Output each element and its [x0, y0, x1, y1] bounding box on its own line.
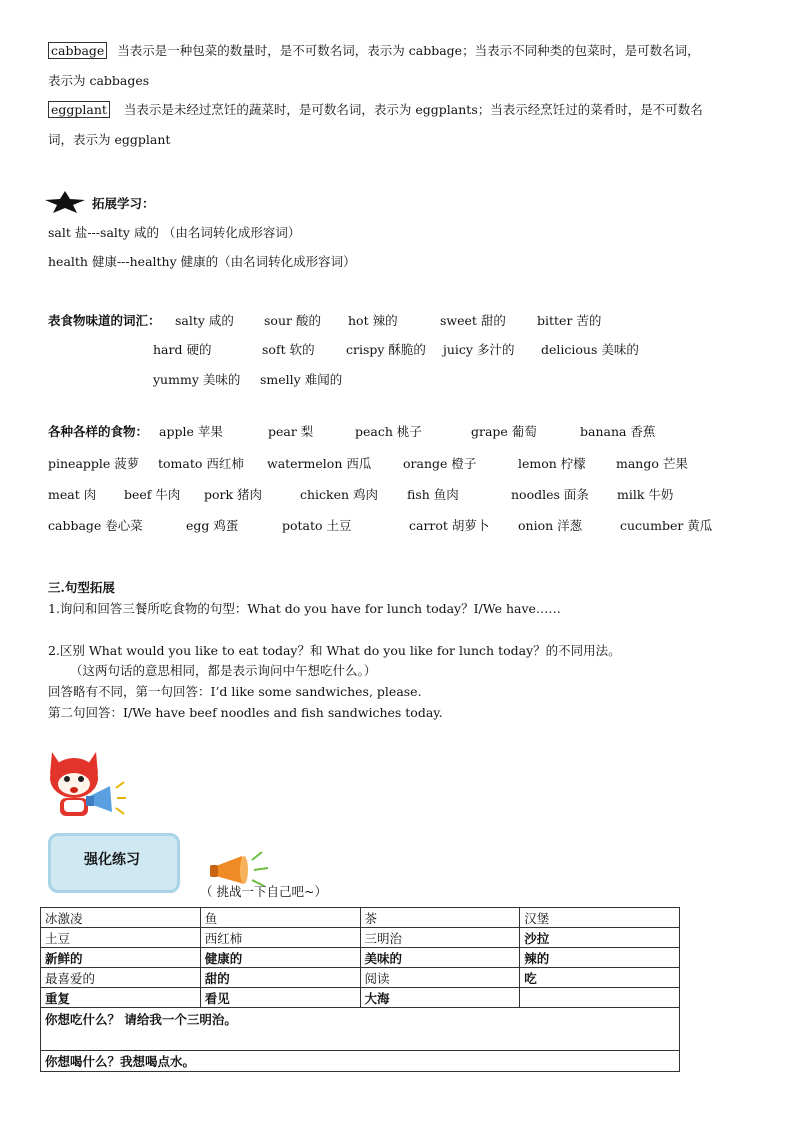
table-cell [520, 988, 680, 1008]
table-cell: 沙拉 [520, 928, 680, 948]
taste-word: salty 咸的 [175, 313, 234, 328]
food-word: tomato 西红柿 [158, 456, 244, 471]
fox-mascot-icon [46, 748, 128, 822]
food-word: orange 橙子 [403, 456, 477, 471]
challenge-text: （ 挑战一下自己吧~） [200, 884, 327, 899]
eggplant-note [48, 100, 703, 118]
taste-word: smelly 难闻的 [260, 372, 343, 387]
taste-word: bitter 苦的 [537, 313, 602, 328]
sentence-cell-1: 你想吃什么？ 请给我一个三明治。 [41, 1008, 680, 1051]
food-word: apple 苹果 [159, 424, 223, 439]
cabbage-note-text: 当表示是一种包菜的数量时，是不可数名词，表示为 cabbage；当表示不同种类的包菜时，是可数名词， [117, 43, 700, 58]
patterns-heading: 三.句型拓展 [48, 580, 115, 595]
food-word: carrot 胡萝卜 [409, 518, 490, 533]
food-word: lemon 柠檬 [518, 456, 586, 471]
table-cell: 鱼 [200, 908, 360, 928]
food-word: cucumber 黄瓜 [620, 518, 713, 533]
table-cell: 大海 [360, 988, 520, 1008]
food-word: pineapple 菠萝 [48, 456, 140, 471]
food-word: peach 桃子 [355, 424, 422, 439]
star-icon [44, 190, 86, 214]
table-row [41, 968, 680, 988]
food-word: banana 香蕉 [580, 424, 656, 439]
food-word: milk 牛奶 [617, 487, 674, 502]
table-cell: 茶 [360, 908, 520, 928]
table-cell: 重复 [41, 988, 201, 1008]
table-cell: 吃 [520, 968, 680, 988]
eggplant-note-text-2: 词，表示为 eggplant [48, 132, 171, 147]
taste-word: sour 酸的 [264, 313, 321, 328]
cabbage-note-text-2: 表示为 cabbages [48, 73, 150, 88]
food-word: mango 芒果 [616, 456, 688, 471]
extension-line-1: salt 盐---salty 咸的 （由名词转化成形容词） [48, 225, 301, 240]
food-word: onion 洋葱 [518, 518, 583, 533]
taste-word: juicy 多汁的 [443, 342, 515, 357]
table-cell: 西红柿 [200, 928, 360, 948]
table-cell: 汉堡 [520, 908, 680, 928]
taste-word: soft 软的 [262, 342, 315, 357]
food-word: pork 猪肉 [204, 487, 263, 502]
table-cell: 冰激凌 [41, 908, 201, 928]
table-cell: 健康的 [200, 948, 360, 968]
table-cell: 看见 [200, 988, 360, 1008]
pattern-line-4: 回答略有不同，第一句回答：I’d like some sandwiches, please. [48, 684, 422, 699]
pattern-line-1: 1.询问和回答三餐所吃食物的句型：What do you have for lunch today？I/We have…… [48, 601, 561, 616]
taste-word: hard 硬的 [153, 342, 212, 357]
pattern-line-2: 2.区别 What would you like to eat today？和 What do you like for lunch today？的不同用法。 [48, 643, 621, 658]
table-cell: 阅读 [360, 968, 520, 988]
taste-word: crispy 酥脆的 [346, 342, 426, 357]
practice-table [40, 907, 680, 1072]
tastes-label: 表食物味道的词汇： [48, 313, 161, 328]
taste-word: delicious 美味的 [541, 342, 639, 357]
taste-word: sweet 甜的 [440, 313, 506, 328]
practice-badge-label: 强化练习 [84, 852, 140, 868]
taste-word: hot 辣的 [348, 313, 398, 328]
pattern-line-3: （这两句话的意思相同，都是表示询问中午想吃什么。） [70, 663, 377, 678]
extension-heading: 拓展学习： [92, 196, 155, 211]
foods-label: 各种各样的食物： [48, 424, 149, 439]
food-word: meat 肉 [48, 487, 97, 502]
food-word: potato 土豆 [282, 518, 352, 533]
table-row [41, 1008, 680, 1051]
food-word: cabbage 卷心菜 [48, 518, 143, 533]
food-word: egg 鸡蛋 [186, 518, 239, 533]
table-row [41, 948, 680, 968]
table-cell: 三明治 [360, 928, 520, 948]
food-word: pear 梨 [268, 424, 314, 439]
table-cell: 最喜爱的 [41, 968, 201, 988]
extension-line-2: health 健康---healthy 健康的（由名词转化成形容词） [48, 254, 356, 269]
food-word: chicken 鸡肉 [300, 487, 379, 502]
table-cell: 土豆 [41, 928, 201, 948]
table-cell: 甜的 [200, 968, 360, 988]
cabbage-note [48, 41, 700, 59]
table-cell: 辣的 [520, 948, 680, 968]
pattern-line-5: 第二句回答：I/We have beef noodles and fish sandwiches today. [48, 705, 443, 720]
table-row [41, 928, 680, 948]
table-row [41, 1051, 680, 1072]
cabbage-boxed-word: cabbage [48, 42, 107, 59]
food-word: grape 葡萄 [471, 424, 537, 439]
taste-word: yummy 美味的 [153, 372, 241, 387]
table-cell: 新鲜的 [41, 948, 201, 968]
table-row [41, 908, 680, 928]
table-cell: 美味的 [360, 948, 520, 968]
eggplant-boxed-word: eggplant [48, 101, 110, 118]
food-word: watermelon 西瓜 [267, 456, 372, 471]
eggplant-note-text: 当表示是未经过烹饪的蔬菜时，是可数名词，表示为 eggplants；当表示经烹饪过的菜肴时，是不可数名 [123, 102, 703, 117]
food-word: noodles 面条 [511, 487, 589, 502]
sentence-cell-2: 你想喝什么？我想喝点水。 [41, 1051, 680, 1072]
food-word: beef 牛肉 [124, 487, 181, 502]
food-word: fish 鱼肉 [407, 487, 459, 502]
table-row [41, 988, 680, 1008]
